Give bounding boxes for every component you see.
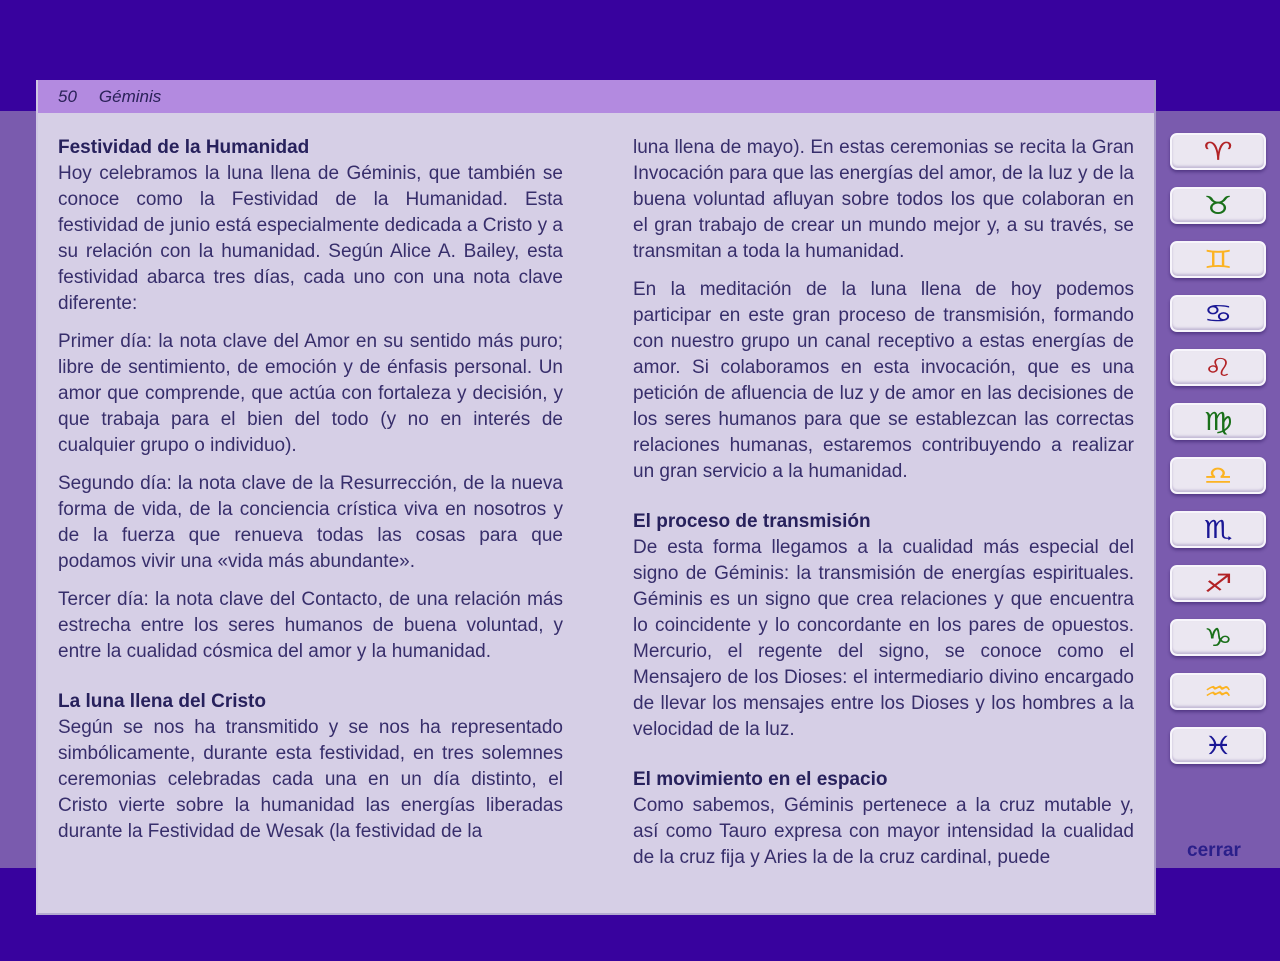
sagittarius-icon: ♐ — [1203, 569, 1233, 598]
close-link[interactable]: cerrar — [1187, 840, 1241, 861]
section-heading-luna-llena: La luna llena del Cristo — [58, 691, 266, 712]
paragraph: De esta forma llegamos a la cualidad más especial del signo de Géminis: la transmisión de energías espirituales. Géminis es un signo que crea relaciones y que encuentra lo coincidente y lo concordante en los pares de opuestos. Mercurio, el regente del signo, se conoce como el Mensajero de los Dioses: el intermediario divino encargado de llevar los mensajes entre los Dioses y los hombres a la velocidad de la luz. — [633, 537, 1134, 740]
book-page — [36, 80, 1156, 915]
zodiac-cancer-button[interactable] — [1170, 295, 1266, 332]
zodiac-sagittarius-button[interactable] — [1170, 565, 1266, 602]
page-number: 50 — [58, 86, 77, 106]
zodiac-virgo-button[interactable] — [1170, 403, 1266, 440]
section-heading-movimiento-espacio: El movimiento en el espacio — [633, 769, 888, 790]
zodiac-scorpio-button[interactable] — [1170, 511, 1266, 548]
paragraph: luna llena de mayo). En estas ceremonias se recita la Gran Invocación para que las energías del amor, de la luz y de la buena voluntad afluyan sobre todos los que colaboran en el gran trabajo de crear un mundo mejor y, a su través, se transmitan a toda la humanidad. — [633, 137, 1134, 262]
zodiac-aries-button[interactable] — [1170, 133, 1266, 170]
paragraph: Según se nos ha transmitido y se nos ha representado simbólicamente, durante esta festividad, en tres solemnes ceremonias celebradas cada una en un día distinto, el Cristo vierte sobre la humanidad las energías liberadas durante la Festividad de Wesak (la festividad de la — [58, 717, 563, 842]
aries-icon: ♈ — [1203, 137, 1233, 166]
zodiac-gemini-button[interactable] — [1170, 241, 1266, 278]
page-header-bar — [38, 80, 1154, 113]
taurus-icon: ♉ — [1203, 191, 1233, 220]
paragraph: En la meditación de la luna llena de hoy podemos participar en este gran proceso de transmisión, formando con nuestro grupo un canal receptivo a estas energías de amor. Si colaboramos en esta invocación, que es una petición de afluencia de luz y de amor en las decisiones de los seres humanos para que se establezcan las correctas relaciones humanas, estaremos contribuyendo a realizar un gran servicio a la humanidad. — [633, 279, 1134, 482]
zodiac-sidebar — [1156, 111, 1272, 868]
paragraph: Tercer día: la nota clave del Contacto, de una relación más estrecha entre los seres humanos de buena voluntad, y entre la cualidad cósmica del amor y la humanidad. — [58, 589, 563, 662]
paragraph: Segundo día: la nota clave de la Resurrección, de la nueva forma de vida, de la conciencia crística viva en nosotros y de la fuerza que renueva todas las cosas para que podamos vivir una «vida más abundante». — [58, 473, 563, 572]
capricorn-icon: ♑ — [1203, 623, 1233, 652]
paragraph: Primer día: la nota clave del Amor en su sentido más puro; libre de sentimiento, de emoción y de énfasis personal. Un amor que comprende, que actúa con fortaleza y decisión, y que trabaja para el bien del todo (y no en interés de cualquier grupo o individuo). — [58, 331, 563, 456]
scorpio-icon: ♏ — [1203, 515, 1233, 544]
paragraph: Hoy celebramos la luna llena de Géminis, que también se conoce como la Festividad de la Humanidad. Esta festividad de junio está especialmente dedicada a Cristo y a su relación con la humanidad. Según Alice A. Bailey, esta festividad abarca tres días, cada uno con una nota clave diferente: — [58, 163, 563, 314]
zodiac-taurus-button[interactable] — [1170, 187, 1266, 224]
virgo-icon: ♍ — [1203, 407, 1233, 436]
aquarius-icon: ♒ — [1203, 677, 1233, 706]
zodiac-pisces-button[interactable] — [1170, 727, 1266, 764]
libra-icon: ♎ — [1203, 461, 1233, 490]
cancer-icon: ♋ — [1203, 299, 1233, 328]
page-content — [38, 113, 1154, 883]
paragraph: Como sabemos, Géminis pertenece a la cruz mutable y, así como Tauro expresa con mayor intensidad la cualidad de la cruz fija y Aries la de la cruz cardinal, puede — [633, 795, 1134, 868]
zodiac-capricorn-button[interactable] — [1170, 619, 1266, 656]
section-heading-proceso-transmision: El proceso de transmisión — [633, 511, 871, 532]
pisces-icon: ♓ — [1203, 731, 1233, 760]
section-heading-festividad: Festividad de la Humanidad — [58, 137, 310, 158]
right-column — [633, 135, 1134, 883]
leo-icon: ♌ — [1203, 353, 1233, 382]
zodiac-leo-button[interactable] — [1170, 349, 1266, 386]
zodiac-aquarius-button[interactable] — [1170, 673, 1266, 710]
chapter-title: Géminis — [98, 86, 162, 106]
gemini-icon: ♊ — [1203, 245, 1233, 274]
left-column — [58, 135, 563, 883]
zodiac-libra-button[interactable] — [1170, 457, 1266, 494]
